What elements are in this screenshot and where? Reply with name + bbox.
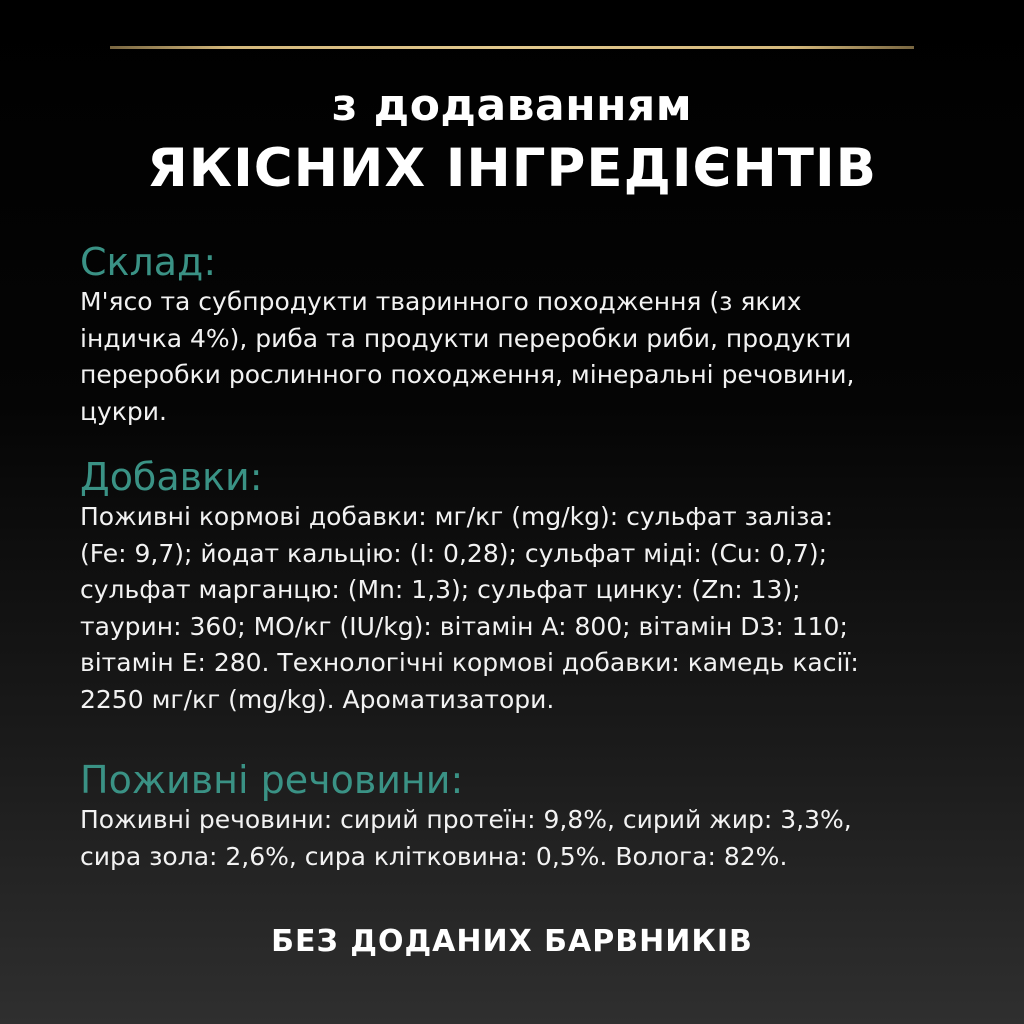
additives-section	[80, 455, 980, 718]
composition-section	[80, 240, 980, 430]
composition-title: Склад:	[80, 240, 217, 284]
nutrients-text: Поживні речовини: сирий протеїн: 9,8%, сирий жир: 3,3%, сира зола: 2,6%, сира клітковина: 0,5%. Волога: 82%.	[80, 805, 852, 871]
nutrients-title: Поживні речовини:	[80, 758, 464, 802]
footer-no-colorants: БЕЗ ДОДАНИХ БАРВНИКІВ	[271, 924, 753, 959]
headline-title: ЯКІСНИХ ІНГРЕДІЄНТІВ	[146, 138, 878, 199]
additives-text: Поживні кормові добавки: мг/кг (mg/kg): сульфат заліза: (Fe: 9,7); йодат кальцію: (I: 0,28); сульфат міді: (Cu: 0,7); сульфат марганцю: (Mn: 1,3); сульфат цинку: (Zn: 13); таурин: 360; МО/кг (IU/kg): вітамін A: 800; вітамін D3: 110; вітамін E: 280. Технологічні кормові добавки: камедь касії: 2250 мг/кг (mg/kg). Ароматизатори.	[80, 502, 859, 714]
additives-title: Добавки:	[80, 455, 263, 499]
composition-text: М'ясо та субпродукти тваринного походження (з яких індичка 4%), риба та продукти переробки риби, продукти переробки рослинного походження, мінеральні речовини, цукри.	[80, 287, 855, 426]
nutrients-section	[80, 758, 980, 875]
headline-subtitle: з додаванням	[331, 80, 693, 131]
gold-divider	[110, 46, 914, 49]
